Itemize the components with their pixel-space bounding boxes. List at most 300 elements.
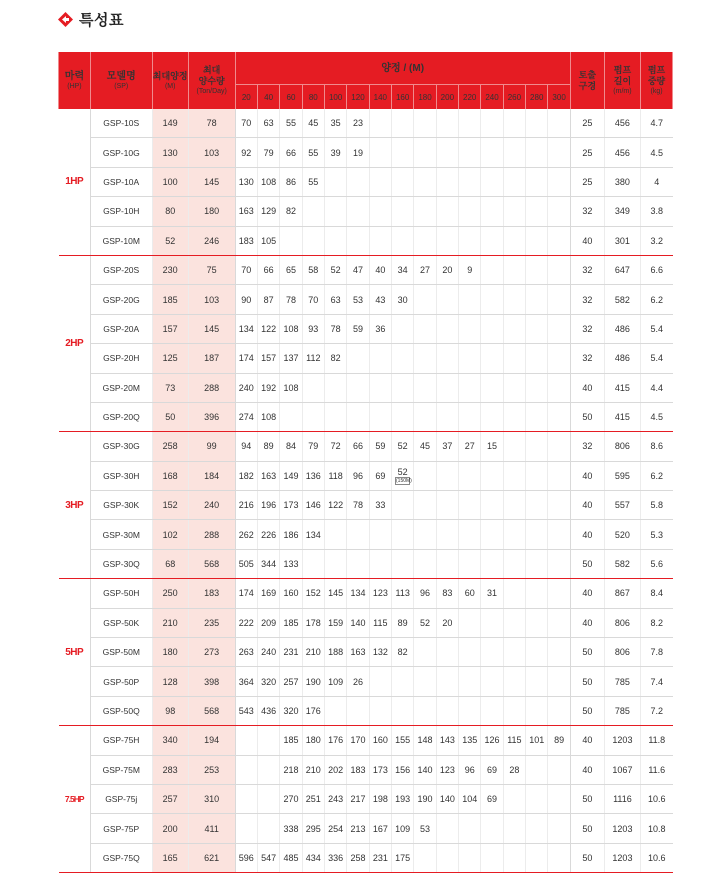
flow-value: 52 — [397, 466, 408, 477]
flow-cell — [481, 696, 503, 725]
hp-label: 7.5HP — [59, 726, 91, 873]
flow-cell: 92 — [235, 138, 257, 167]
flow-cell: 148 — [414, 726, 436, 755]
header-head-120: 120 — [347, 85, 369, 110]
flow-cell: 123 — [369, 579, 391, 608]
flow-cell: 47 — [347, 255, 369, 284]
max-head-cell: 73 — [152, 373, 188, 402]
table-row — [59, 285, 673, 314]
flow-cell — [526, 432, 548, 461]
header-head-40: 40 — [257, 85, 279, 110]
table-row — [59, 226, 673, 255]
weight-cell: 11.8 — [641, 726, 673, 755]
flow-cell: 30 — [392, 285, 414, 314]
flow-cell: 338 — [280, 814, 302, 843]
flow-cell — [369, 667, 391, 696]
table-row — [59, 843, 673, 872]
max-head-cell: 98 — [152, 696, 188, 725]
header-head-140: 140 — [369, 85, 391, 110]
flow-cell — [459, 667, 481, 696]
flow-cell — [548, 255, 570, 284]
max-flow-cell: 194 — [188, 726, 235, 755]
flow-cell — [548, 167, 570, 196]
flow-cell: 23 — [347, 109, 369, 138]
model-cell: GSP-30M — [90, 520, 152, 549]
flow-cell: 190 — [414, 784, 436, 813]
flow-cell: 27 — [414, 255, 436, 284]
flow-cell: 434 — [302, 843, 324, 872]
flow-cell: 167 — [369, 814, 391, 843]
max-head-cell: 102 — [152, 520, 188, 549]
flow-cell: 82 — [392, 638, 414, 667]
flow-cell: 70 — [235, 255, 257, 284]
max-flow-cell: 411 — [188, 814, 235, 843]
flow-cell — [369, 520, 391, 549]
header-length: 펌프 길이 (m/m) — [604, 52, 640, 109]
flow-cell — [526, 696, 548, 725]
max-flow-cell: 75 — [188, 255, 235, 284]
flow-cell — [481, 638, 503, 667]
max-flow-cell: 183 — [188, 579, 235, 608]
length-cell: 349 — [604, 197, 640, 226]
max-flow-cell: 145 — [188, 167, 235, 196]
flow-cell: 175 — [392, 843, 414, 872]
flow-cell: 66 — [257, 255, 279, 284]
flow-cell: 240 — [235, 373, 257, 402]
outlet-cell: 32 — [570, 197, 604, 226]
flow-cell: 109 — [392, 814, 414, 843]
flow-cell: 217 — [347, 784, 369, 813]
flow-cell: 55 — [280, 109, 302, 138]
flow-cell: 170 — [347, 726, 369, 755]
flow-cell — [324, 226, 346, 255]
length-cell: 785 — [604, 667, 640, 696]
flow-cell: 52 — [392, 432, 414, 461]
flow-cell: 89 — [548, 726, 570, 755]
flow-cell: 78 — [280, 285, 302, 314]
flow-cell — [459, 608, 481, 637]
flow-cell: 69 — [481, 784, 503, 813]
flow-cell: 78 — [347, 491, 369, 520]
flow-cell: 122 — [324, 491, 346, 520]
flow-cell: 213 — [347, 814, 369, 843]
outlet-cell: 50 — [570, 549, 604, 578]
flow-cell: 254 — [324, 814, 346, 843]
flow-cell: 59 — [347, 314, 369, 343]
flow-cell — [526, 167, 548, 196]
model-cell: GSP-50P — [90, 667, 152, 696]
flow-cell — [235, 755, 257, 784]
flow-cell — [392, 549, 414, 578]
flow-cell: 231 — [369, 843, 391, 872]
flow-cell — [459, 167, 481, 196]
length-cell: 785 — [604, 696, 640, 725]
flow-cell — [347, 520, 369, 549]
table-row — [59, 579, 673, 608]
flow-cell — [481, 138, 503, 167]
flow-cell: 178 — [302, 608, 324, 637]
table-row — [59, 696, 673, 725]
weight-cell: 7.8 — [641, 638, 673, 667]
flow-cell — [548, 314, 570, 343]
flow-cell — [436, 167, 458, 196]
flow-cell: 202 — [324, 755, 346, 784]
flow-cell: 108 — [257, 167, 279, 196]
flow-cell — [257, 814, 279, 843]
hp-label: 3HP — [59, 432, 91, 579]
flow-cell — [481, 109, 503, 138]
flow-cell — [369, 344, 391, 373]
flow-cell: 129 — [257, 197, 279, 226]
flow-cell — [369, 197, 391, 226]
length-cell: 647 — [604, 255, 640, 284]
flow-cell: 89 — [392, 608, 414, 637]
flow-cell: 140 — [436, 784, 458, 813]
flow-cell — [503, 402, 525, 431]
flow-cell: 123 — [436, 755, 458, 784]
header-head-180: 180 — [414, 85, 436, 110]
flow-cell: 115 — [369, 608, 391, 637]
flow-cell — [548, 109, 570, 138]
weight-cell: 8.6 — [641, 432, 673, 461]
flow-cell — [392, 314, 414, 343]
flow-cell: 133 — [280, 549, 302, 578]
flow-cell — [414, 197, 436, 226]
flow-cell: 163 — [257, 461, 279, 490]
flow-cell — [347, 402, 369, 431]
flow-cell — [548, 696, 570, 725]
outlet-cell: 40 — [570, 226, 604, 255]
flow-cell — [436, 344, 458, 373]
max-flow-cell: 288 — [188, 373, 235, 402]
flow-cell — [503, 226, 525, 255]
table-row — [59, 373, 673, 402]
flow-cell — [436, 197, 458, 226]
flow-cell — [414, 226, 436, 255]
outlet-cell: 50 — [570, 402, 604, 431]
flow-cell: 263 — [235, 638, 257, 667]
flow-cell: 27 — [459, 432, 481, 461]
max-head-cell: 152 — [152, 491, 188, 520]
flow-cell — [436, 814, 458, 843]
flow-cell — [392, 109, 414, 138]
flow-cell — [436, 696, 458, 725]
table-row — [59, 755, 673, 784]
flow-cell: 258 — [347, 843, 369, 872]
weight-cell: 3.2 — [641, 226, 673, 255]
flow-cell: 82 — [280, 197, 302, 226]
flow-cell: 240 — [257, 638, 279, 667]
flow-cell — [235, 726, 257, 755]
header-head-100: 100 — [324, 85, 346, 110]
max-head-cell: 180 — [152, 638, 188, 667]
flow-cell — [503, 285, 525, 314]
outlet-cell: 40 — [570, 491, 604, 520]
weight-cell: 4.7 — [641, 109, 673, 138]
header-head-260: 260 — [503, 85, 525, 110]
table-row — [59, 314, 673, 343]
flow-cell — [414, 520, 436, 549]
flow-cell — [503, 520, 525, 549]
flow-cell — [347, 167, 369, 196]
flow-cell — [257, 726, 279, 755]
flow-cell: 344 — [257, 549, 279, 578]
model-cell: GSP-20A — [90, 314, 152, 343]
flow-cell: 70 — [235, 109, 257, 138]
flow-cell: 70 — [302, 285, 324, 314]
hp-label: 1HP — [59, 109, 91, 255]
model-cell: GSP-20S — [90, 255, 152, 284]
flow-cell — [459, 402, 481, 431]
flow-cell — [324, 167, 346, 196]
flow-cell — [392, 696, 414, 725]
flow-cell — [548, 843, 570, 872]
max-flow-cell: 621 — [188, 843, 235, 872]
flow-cell — [548, 491, 570, 520]
table-row — [59, 432, 673, 461]
max-head-cell: 283 — [152, 755, 188, 784]
flow-cell: 63 — [257, 109, 279, 138]
flow-cell — [414, 491, 436, 520]
flow-cell: 134 — [302, 520, 324, 549]
outlet-cell: 25 — [570, 109, 604, 138]
flow-cell — [459, 373, 481, 402]
flow-cell — [526, 255, 548, 284]
flow-cell — [526, 843, 548, 872]
flow-cell: 118 — [324, 461, 346, 490]
flow-cell — [548, 579, 570, 608]
model-cell: GSP-50K — [90, 608, 152, 637]
flow-cell — [302, 373, 324, 402]
flow-cell — [503, 608, 525, 637]
flow-cell — [526, 520, 548, 549]
flow-cell — [436, 638, 458, 667]
flow-cell — [392, 197, 414, 226]
flow-cell — [235, 784, 257, 813]
model-cell: GSP-20Q — [90, 402, 152, 431]
flow-cell — [347, 549, 369, 578]
flow-cell: 37 — [436, 432, 458, 461]
flow-cell — [481, 167, 503, 196]
flow-cell: 26 — [347, 667, 369, 696]
flow-cell — [436, 109, 458, 138]
flow-cell: 104 — [459, 784, 481, 813]
flow-cell — [436, 314, 458, 343]
flow-cell: 60 — [459, 579, 481, 608]
flow-cell: 130 — [235, 167, 257, 196]
table-row — [59, 608, 673, 637]
max-head-cell: 130 — [152, 138, 188, 167]
flow-cell — [481, 549, 503, 578]
flow-cell: 72 — [324, 432, 346, 461]
max-head-cell: 257 — [152, 784, 188, 813]
max-flow-cell: 246 — [188, 226, 235, 255]
flow-cell: 257 — [280, 667, 302, 696]
flow-cell: 185 — [280, 726, 302, 755]
flow-cell — [526, 549, 548, 578]
max-flow-cell: 568 — [188, 549, 235, 578]
flow-cell — [257, 755, 279, 784]
flow-cell — [503, 549, 525, 578]
flow-cell — [526, 755, 548, 784]
flow-cell — [481, 491, 503, 520]
flow-cell: 156 — [392, 755, 414, 784]
flow-cell: 176 — [324, 726, 346, 755]
flow-cell — [347, 344, 369, 373]
flow-cell — [324, 197, 346, 226]
flow-cell: 183 — [235, 226, 257, 255]
flow-cell: 183 — [347, 755, 369, 784]
flow-cell — [302, 549, 324, 578]
flow-cell: 36 — [369, 314, 391, 343]
flow-cell — [369, 696, 391, 725]
header-head-80: 80 — [302, 85, 324, 110]
flow-cell — [436, 461, 458, 490]
flow-cell: 87 — [257, 285, 279, 314]
flow-cell — [392, 167, 414, 196]
flow-cell: 53 — [347, 285, 369, 314]
flow-cell: 20 — [436, 608, 458, 637]
flow-cell: 126 — [481, 726, 503, 755]
flow-cell: 83 — [436, 579, 458, 608]
flow-cell — [548, 814, 570, 843]
length-cell: 582 — [604, 549, 640, 578]
flow-cell — [369, 226, 391, 255]
flow-cell — [436, 549, 458, 578]
max-flow-cell: 145 — [188, 314, 235, 343]
flow-cell — [459, 549, 481, 578]
weight-cell: 4 — [641, 167, 673, 196]
length-cell: 380 — [604, 167, 640, 196]
flow-cell: 43 — [369, 285, 391, 314]
max-flow-cell: 99 — [188, 432, 235, 461]
flow-cell — [548, 402, 570, 431]
flow-cell: 140 — [414, 755, 436, 784]
flow-cell: 174 — [235, 579, 257, 608]
flow-cell — [503, 638, 525, 667]
model-cell: GSP-10G — [90, 138, 152, 167]
flow-cell: 143 — [436, 726, 458, 755]
max-head-cell: 200 — [152, 814, 188, 843]
flow-cell: 136 — [302, 461, 324, 490]
table-row — [59, 197, 673, 226]
flow-cell: 231 — [280, 638, 302, 667]
flow-cell — [503, 255, 525, 284]
flow-cell: 66 — [347, 432, 369, 461]
flow-cell — [392, 520, 414, 549]
flow-cell — [526, 784, 548, 813]
flow-cell: 55 — [302, 167, 324, 196]
flow-cell: 109 — [324, 667, 346, 696]
model-cell: GSP-20H — [90, 344, 152, 373]
flow-cell: 140 — [347, 608, 369, 637]
weight-cell: 5.4 — [641, 314, 673, 343]
flow-cell — [548, 432, 570, 461]
table-row — [59, 344, 673, 373]
outlet-cell: 50 — [570, 784, 604, 813]
length-cell: 415 — [604, 402, 640, 431]
flow-cell — [548, 608, 570, 637]
flow-cell — [459, 226, 481, 255]
table-row — [59, 667, 673, 696]
flow-cell: 89 — [257, 432, 279, 461]
flow-cell — [392, 402, 414, 431]
weight-cell: 6.6 — [641, 255, 673, 284]
flow-cell — [503, 843, 525, 872]
length-cell: 595 — [604, 461, 640, 490]
weight-cell: 11.6 — [641, 755, 673, 784]
flow-cell — [459, 314, 481, 343]
flow-cell: 145 — [324, 579, 346, 608]
header-head-group: 양정 / (M) — [235, 52, 570, 85]
weight-cell: 5.4 — [641, 344, 673, 373]
flow-cell: 59 — [369, 432, 391, 461]
outlet-cell: 50 — [570, 667, 604, 696]
weight-cell: 6.2 — [641, 285, 673, 314]
flow-cell — [481, 226, 503, 255]
flow-cell — [503, 138, 525, 167]
flow-cell: 96 — [459, 755, 481, 784]
flow-cell: 155 — [392, 726, 414, 755]
length-cell: 1203 — [604, 726, 640, 755]
flow-cell: 146 — [302, 491, 324, 520]
header-head-280: 280 — [526, 85, 548, 110]
flow-cell: 180 — [302, 726, 324, 755]
flow-cell — [548, 784, 570, 813]
max-head-cell: 50 — [152, 402, 188, 431]
flow-cell — [392, 373, 414, 402]
flow-cell — [324, 696, 346, 725]
max-flow-cell: 235 — [188, 608, 235, 637]
flow-cell — [503, 373, 525, 402]
flow-cell — [548, 549, 570, 578]
max-head-cell: 157 — [152, 314, 188, 343]
max-flow-cell: 273 — [188, 638, 235, 667]
max-head-cell: 210 — [152, 608, 188, 637]
length-cell: 486 — [604, 344, 640, 373]
flow-cell — [392, 667, 414, 696]
model-cell: GSP-30K — [90, 491, 152, 520]
flow-cell — [526, 491, 548, 520]
weight-cell: 6.2 — [641, 461, 673, 490]
outlet-cell: 32 — [570, 255, 604, 284]
hp-label: 5HP — [59, 579, 91, 726]
outlet-cell: 32 — [570, 314, 604, 343]
flow-cell: 115 — [503, 726, 525, 755]
flow-cell: 108 — [257, 402, 279, 431]
flow-cell: 152 — [302, 579, 324, 608]
flow-cell — [459, 491, 481, 520]
flow-cell — [414, 109, 436, 138]
outlet-cell: 40 — [570, 755, 604, 784]
flow-cell — [548, 755, 570, 784]
flow-cell — [459, 138, 481, 167]
flow-cell: 436 — [257, 696, 279, 725]
flow-cell: 364 — [235, 667, 257, 696]
flow-cell — [481, 843, 503, 872]
flow-cell — [526, 579, 548, 608]
length-cell: 1116 — [604, 784, 640, 813]
outlet-cell: 32 — [570, 344, 604, 373]
max-head-cell: 230 — [152, 255, 188, 284]
flow-cell: 173 — [369, 755, 391, 784]
flow-cell — [369, 109, 391, 138]
flow-cell: 543 — [235, 696, 257, 725]
flow-cell — [324, 520, 346, 549]
flow-cell — [459, 638, 481, 667]
table-row — [59, 784, 673, 813]
weight-cell: 4.4 — [641, 373, 673, 402]
